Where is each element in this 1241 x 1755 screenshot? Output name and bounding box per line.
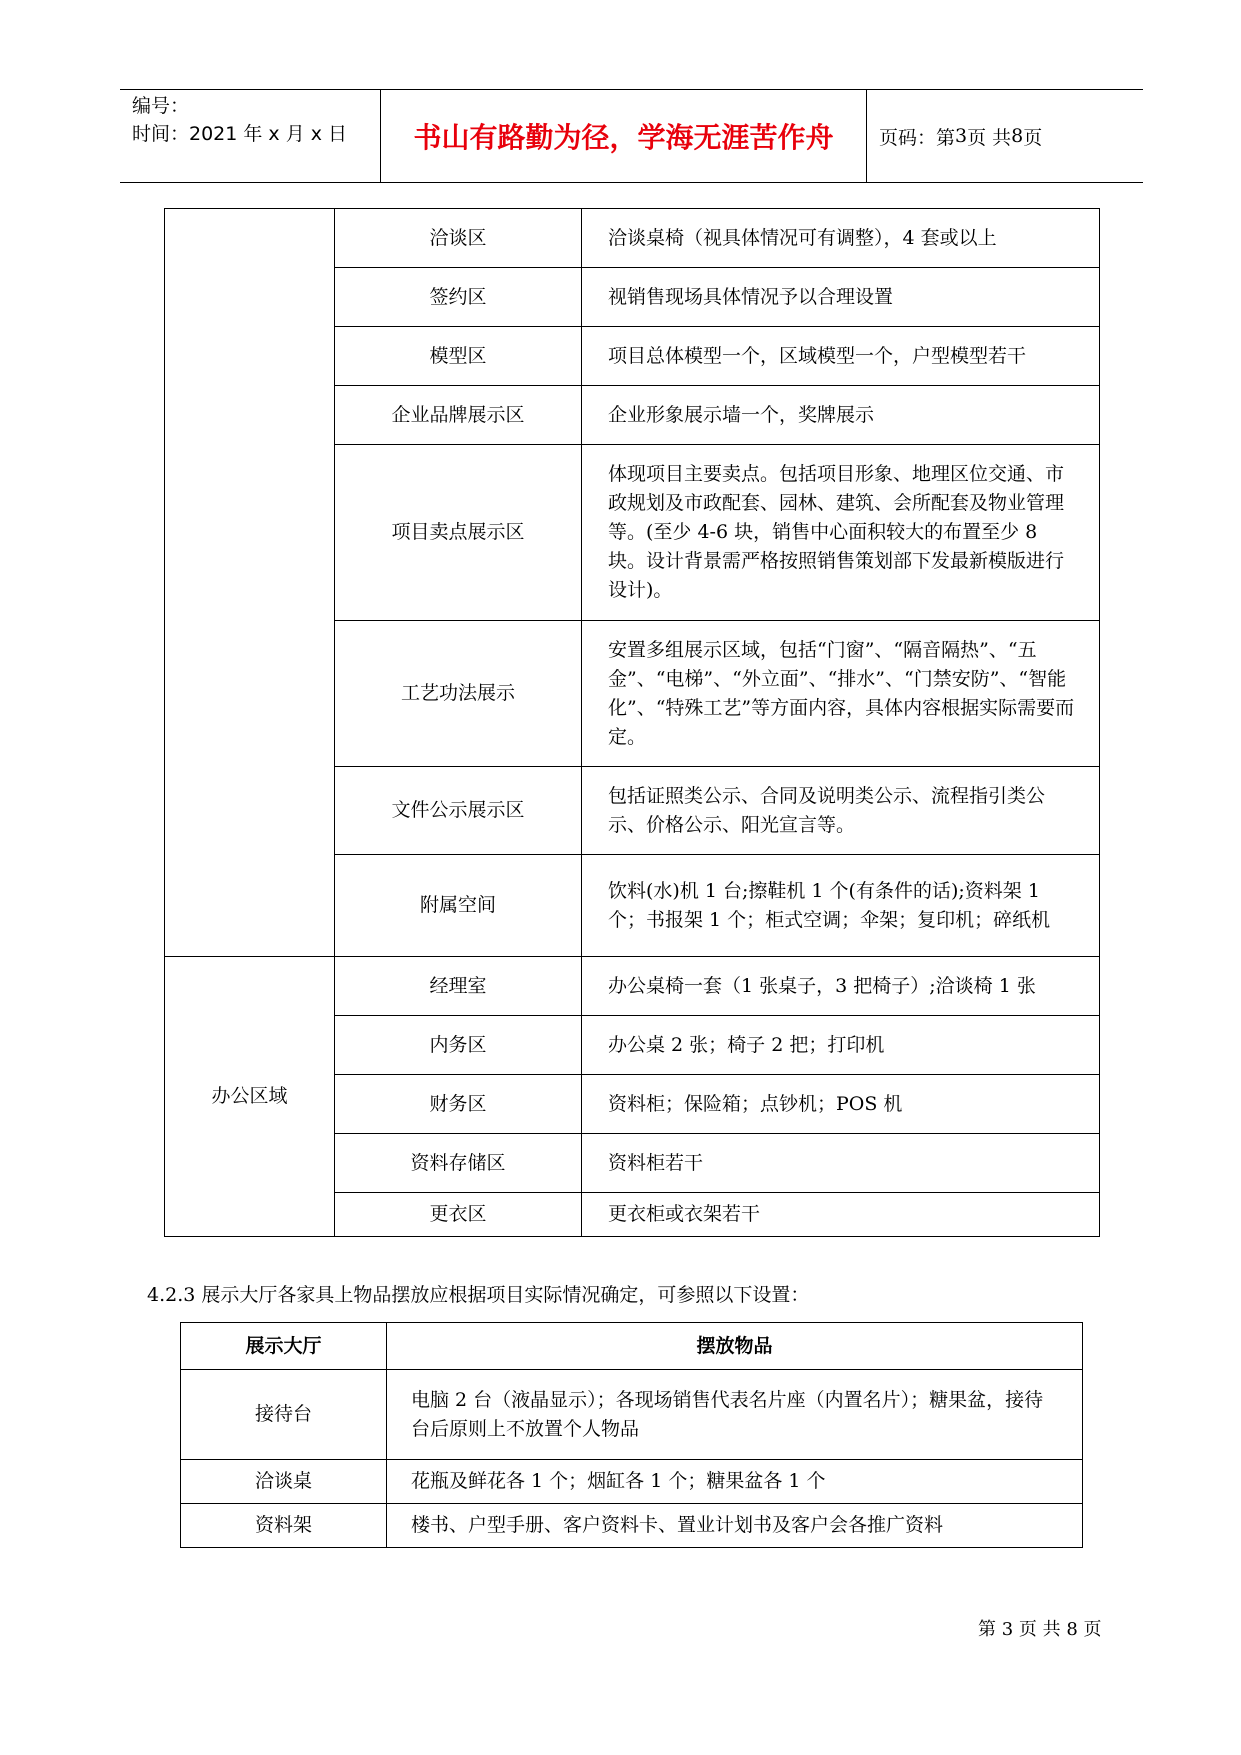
area-name-cell: 资料存储区 [335, 1134, 582, 1193]
area-content-cell: 更衣柜或衣架若干 [582, 1193, 1100, 1237]
area-name-cell: 签约区 [335, 268, 582, 327]
area-content-cell: 项目总体模型一个，区域模型一个，户型模型若干 [582, 327, 1100, 386]
area-name-cell: 附属空间 [335, 855, 582, 957]
hall-items-table [180, 1322, 1083, 1548]
page-mid: 页 共 [967, 126, 1012, 149]
page-prefix: 页码：第 [879, 126, 956, 149]
area-name-cell: 工艺功法展示 [335, 621, 582, 767]
column-header: 摆放物品 [387, 1323, 1083, 1370]
area-content-cell: 办公桌椅一套（1 张桌子，3 把椅子）;洽谈椅 1 张 [582, 957, 1100, 1016]
document-number-label: 编号： [132, 95, 190, 117]
items-cell: 楼书、户型手册、客户资料卡、置业计划书及客户会各推广资料 [387, 1504, 1083, 1548]
page-header [120, 89, 1143, 183]
furniture-cell: 接待台 [181, 1370, 387, 1460]
items-cell: 花瓶及鲜花各 1 个；烟缸各 1 个；糖果盆各 1 个 [387, 1460, 1083, 1504]
furniture-cell: 洽谈桌 [181, 1460, 387, 1504]
page-total: 8 [1011, 125, 1024, 147]
area-content-cell: 企业形象展示墙一个，奖牌展示 [582, 386, 1100, 445]
area-content-cell: 资料柜若干 [582, 1134, 1100, 1193]
area-name-cell: 文件公示展示区 [335, 767, 582, 855]
table-row [181, 1370, 1083, 1460]
area-name-cell: 项目卖点展示区 [335, 445, 582, 621]
header-motto: 书山有路勤为径，学海无涯苦作舟 [380, 90, 867, 182]
group-name-cell: 办公区域 [165, 957, 335, 1237]
area-content-cell: 饮料(水)机 1 台;擦鞋机 1 个(有条件的话);资料架 1 个；书报架 1 个；柜式空调；伞架；复印机；碎纸机 [582, 855, 1100, 957]
area-name-cell: 更衣区 [335, 1193, 582, 1237]
area-content-cell: 视销售现场具体情况予以合理设置 [582, 268, 1100, 327]
table-row [181, 1504, 1083, 1548]
area-name-cell: 模型区 [335, 327, 582, 386]
sales-center-layout-table [164, 208, 1100, 1237]
area-content-cell: 洽谈桌椅（视具体情况可有调整），4 套或以上 [582, 209, 1100, 268]
document-time: 时间：2021 年 x 月 x 日 [132, 123, 348, 145]
page-suffix: 页 [1023, 126, 1043, 149]
items-cell: 电脑 2 台（液晶显示）；各现场销售代表名片座（内置名片）；糖果盆，接待台后原则上不放置个人物品 [387, 1370, 1083, 1460]
page-current: 3 [955, 125, 968, 147]
table-row [165, 209, 1100, 268]
area-name-cell: 洽谈区 [335, 209, 582, 268]
page-footer: 第 3 页 共 8 页 [978, 1619, 1102, 1640]
area-name-cell: 企业品牌展示区 [335, 386, 582, 445]
area-content-cell: 安置多组展示区域，包括“门窗”、“隔音隔热”、“五金”、“电梯”、“外立面”、“排水”、“门禁安防”、“智能化”、“特殊工艺”等方面内容，具体内容根据实际需要而定。 [582, 621, 1100, 767]
section-paragraph: 4.2.3 展示大厅各家具上物品摆放应根据项目实际情况确定，可参照以下设置： [147, 1284, 810, 1306]
group-cell-blank [165, 209, 335, 957]
area-content-cell: 办公桌 2 张；椅子 2 把；打印机 [582, 1016, 1100, 1075]
area-content-cell: 资料柜；保险箱；点钞机；POS 机 [582, 1075, 1100, 1134]
table-row [165, 957, 1100, 1016]
area-content-cell: 包括证照类公示、合同及说明类公示、流程指引类公示、价格公示、阳光宣言等。 [582, 767, 1100, 855]
header-meta [120, 90, 380, 182]
area-name-cell: 经理室 [335, 957, 582, 1016]
area-name-cell: 财务区 [335, 1075, 582, 1134]
area-name-cell: 内务区 [335, 1016, 582, 1075]
area-content-cell: 体现项目主要卖点。包括项目形象、地理区位交通、市政规划及市政配套、园林、建筑、会所配套及物业管理等。(至少 4-6 块，销售中心面积较大的布置至少 8 块。设计背景需严格按照销售策划部下发最新模版进行设计)。 [582, 445, 1100, 621]
column-header: 展示大厅 [181, 1323, 387, 1370]
header-page-info [867, 90, 1143, 182]
table-header-row [181, 1323, 1083, 1370]
furniture-cell: 资料架 [181, 1504, 387, 1548]
table-row [181, 1460, 1083, 1504]
